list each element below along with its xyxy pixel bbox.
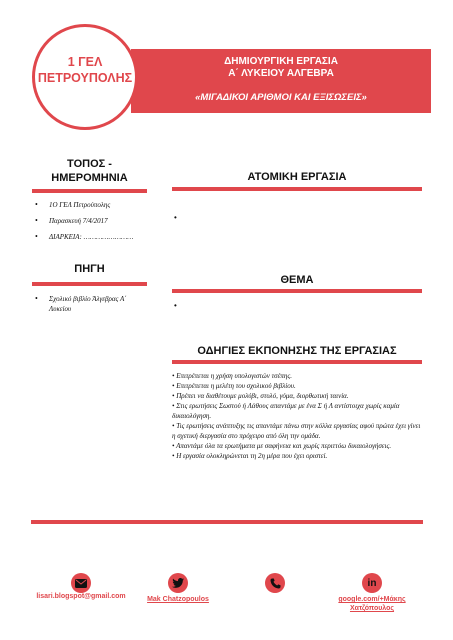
source-heading: ΠΗΓΗ — [74, 263, 105, 275]
instructions-list — [172, 371, 422, 461]
list-item: • Σχολικό βιβλίο Άλγεβρας Α΄ Λυκείου — [32, 294, 147, 314]
linkedin-icon[interactable]: in — [362, 573, 382, 593]
source-divider — [32, 282, 147, 286]
empty-bullet: • — [174, 301, 177, 310]
list-item: • 1Ο ΓΕΛ Πετρούπολης — [32, 200, 147, 210]
phone-icon[interactable] — [265, 573, 285, 593]
email-icon[interactable] — [71, 573, 91, 593]
empty-bullet: • — [174, 213, 177, 222]
topic-heading: ΘΕΜΑ — [280, 274, 314, 286]
list-item: • Απαντάμε όλα τα ερωτήματα με σαφήνεια και χωρίς περιττόω δικαιολογήσεις. — [172, 442, 392, 450]
school-line-1: 1 ΓΕΛ — [67, 55, 103, 69]
list-item: • Παρασκευή 7/4/2017 — [32, 216, 147, 226]
source-list — [32, 294, 147, 320]
banner-line-2: Α΄ ΛΥΚΕΙΟΥ ΑΛΓΕΒΡΑ — [228, 68, 334, 79]
work-heading: ΑΤΟΜΙΚΗ ΕΡΓΑΣΙΑ — [247, 171, 347, 183]
bottom-divider — [31, 520, 423, 524]
list-item: • Στις ερωτήσεις Σωστού ή Λάθους απαντάμε με ένα Σ ή Λ αντίστοιχα χωρίς καμία δικαιολόγηση. — [172, 402, 400, 420]
banner-line-3: «ΜΙΓΑΔΙΚΟΙ ΑΡΙΘΜΟΙ ΚΑΙ ΕΞΙΣΩΣΕΙΣ» — [195, 92, 367, 103]
google-link-line-2[interactable]: Χατζόπουλος — [349, 605, 395, 612]
school-badge — [32, 24, 138, 130]
place-heading-line-2: ΗΜΕΡΟΜΗΝΙΑ — [51, 172, 128, 184]
place-heading-line-1: ΤΟΠΟΣ - — [67, 158, 112, 170]
place-divider — [32, 189, 147, 193]
work-divider — [172, 187, 422, 191]
list-item: • Πρέπει να διαθέτουμε μολύβι, στυλό, γόμα, διορθωτική ταινία. — [172, 392, 349, 400]
topic-divider — [172, 289, 422, 293]
instructions-heading: ΟΔΗΓΙΕΣ ΕΚΠΟΝΗΣΗΣ ΤΗΣ ΕΡΓΑΣΙΑΣ — [197, 345, 397, 357]
google-link[interactable] — [322, 595, 422, 613]
place-date-heading — [32, 157, 147, 185]
title-banner — [131, 49, 431, 113]
list-item: • ΔΙΑΡΚΕΙΑ: …………………… — [32, 232, 147, 242]
list-item: • Επιτρέπεται η χρήση υπολογιστών τσέπης. — [172, 372, 292, 380]
list-item: • Η εργασία ολοκληρώνεται τη 2η μέρα που έχει οριστεί. — [172, 452, 328, 460]
list-item: • Επιτρέπεται η μελέτη του σχολικού βιβλίου. — [172, 382, 296, 390]
school-line-2: ΠΕΤΡΟΥΠΟΛΗΣ — [37, 71, 133, 85]
list-item: • Τις ερωτήσεις ανάπτυξης τις απαντάμε πάνω στην κόλλα εργασίας αφού πρώτα έχει γίνει η σχετική διεργασία στο πρόχειρο από όλη την ομάδα. — [172, 422, 421, 440]
banner-line-1: ΔΗΜΙΟΥΡΓΙΚΗ ΕΡΓΑΣΙΑ — [224, 56, 338, 67]
twitter-link[interactable]: Mak Chatzopoulos — [147, 596, 209, 603]
instructions-divider — [172, 360, 422, 364]
place-list — [32, 200, 147, 248]
email-link[interactable]: lisari.blogspot@gmail.com — [36, 593, 126, 600]
twitter-icon[interactable] — [168, 573, 188, 593]
google-link-line-1[interactable]: google.com/+Μάκης — [338, 596, 406, 603]
